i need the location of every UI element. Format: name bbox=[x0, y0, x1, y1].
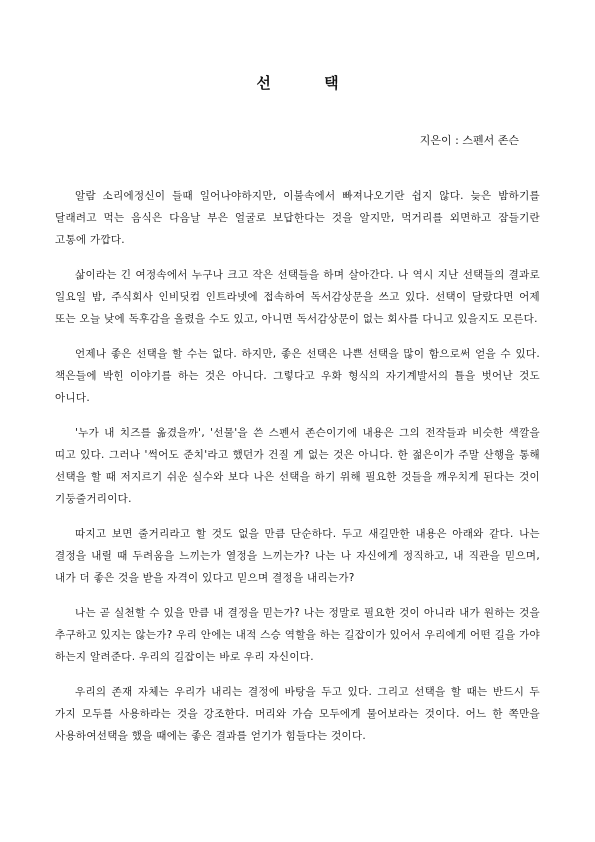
paragraph: 삶이라는 긴 여정속에서 누구나 크고 작은 선택들을 하며 살아간다. 나 역시 지난 선택들의 결과로 일요일 밤, 주식회사 인비딧컴 인트라넷에 접속하여 독서감상문을 쓰고 있다. 선택이 달랐다면 어제 또는 오늘 낮에 독후감을 올렸을 수도 있고, 아니면 독서감상문이 없는 회사를 다니고 있을지도 모른다. bbox=[55, 269, 540, 325]
document-title: 선 택 bbox=[256, 74, 363, 92]
paragraph: '누가 내 치즈를 옮겼을까', '선물'을 쓴 스펜서 존슨이기에 내용은 그의 전작들과 비슷한 색깔을 띠고 있다. 그러나 '썩어도 준치'라고 했던가 건질 게 없는 것은 아니다. 한 젊은이가 주말 산행을 통해 선택을 할 때 저지르기 쉬운 실수와 보다 나은 선택을 하기 위해 필요한 것들을 깨우치게 된다는 것이 기둥줄거리이다. bbox=[55, 427, 540, 505]
paragraph: 우리의 존재 자체는 우리가 내리는 결정에 바탕을 두고 있다. 그리고 선택을 할 때는 반드시 두 가지 모두를 사용하라는 것을 강조한다. 머리와 가슴 모두에게 물어보라는 것이다. 어느 한 쪽만을 사용하여선택을 했을 때에는 좋은 결과를 얻기가 힘들다는 것이다. bbox=[55, 686, 540, 742]
paragraph: 나는 곧 실천할 수 있을 만큼 내 결정을 믿는가? 나는 정말로 필요한 것이 아니라 내가 원하는 것을 추구하고 있지는 않는가? 우리 안에는 내적 스승 역할을 하는 길잡이가 있어서 우리에게 어떤 길을 가야 하는지 알려준다. 우리의 길잡이는 바로 우리 자신이다. bbox=[55, 607, 540, 663]
paragraph: 따지고 보면 줄거리라고 할 것도 없을 만큼 단순하다. 두고 새길만한 내용은 아래와 같다. 나는 결정을 내릴 때 두려움을 느끼는가 열정을 느끼는가? 나는 나 자신에게 정직하고, 내 직관을 믿으며, 내가 더 좋은 것을 받을 자격이 있다고 믿으며 결정을 내리는가? bbox=[55, 528, 540, 584]
paragraph: 언제나 좋은 선택을 할 수는 없다. 하지만, 좋은 선택은 나쁜 선택을 많이 함으로써 얻을 수 있다. 책은들에 박힌 이야기를 하는 것은 아니다. 그렇다고 우화 형식의 자기계발서의 틀을 벗어난 것도 아니다. bbox=[55, 348, 540, 404]
paragraph: 알람 소리에정신이 들때 일어나야하지만, 이불속에서 빠져나오기란 쉽지 않다. 늦은 밤하기를 달래려고 먹는 음식은 다음날 부은 얼굴로 보답한다는 것을 알지만, 먹거리를 외면하고 잠들기란 고통에 가깝다. bbox=[55, 190, 540, 246]
document-body bbox=[55, 185, 540, 760]
author-line: 지은이 : 스펜서 존슨 bbox=[419, 134, 519, 147]
